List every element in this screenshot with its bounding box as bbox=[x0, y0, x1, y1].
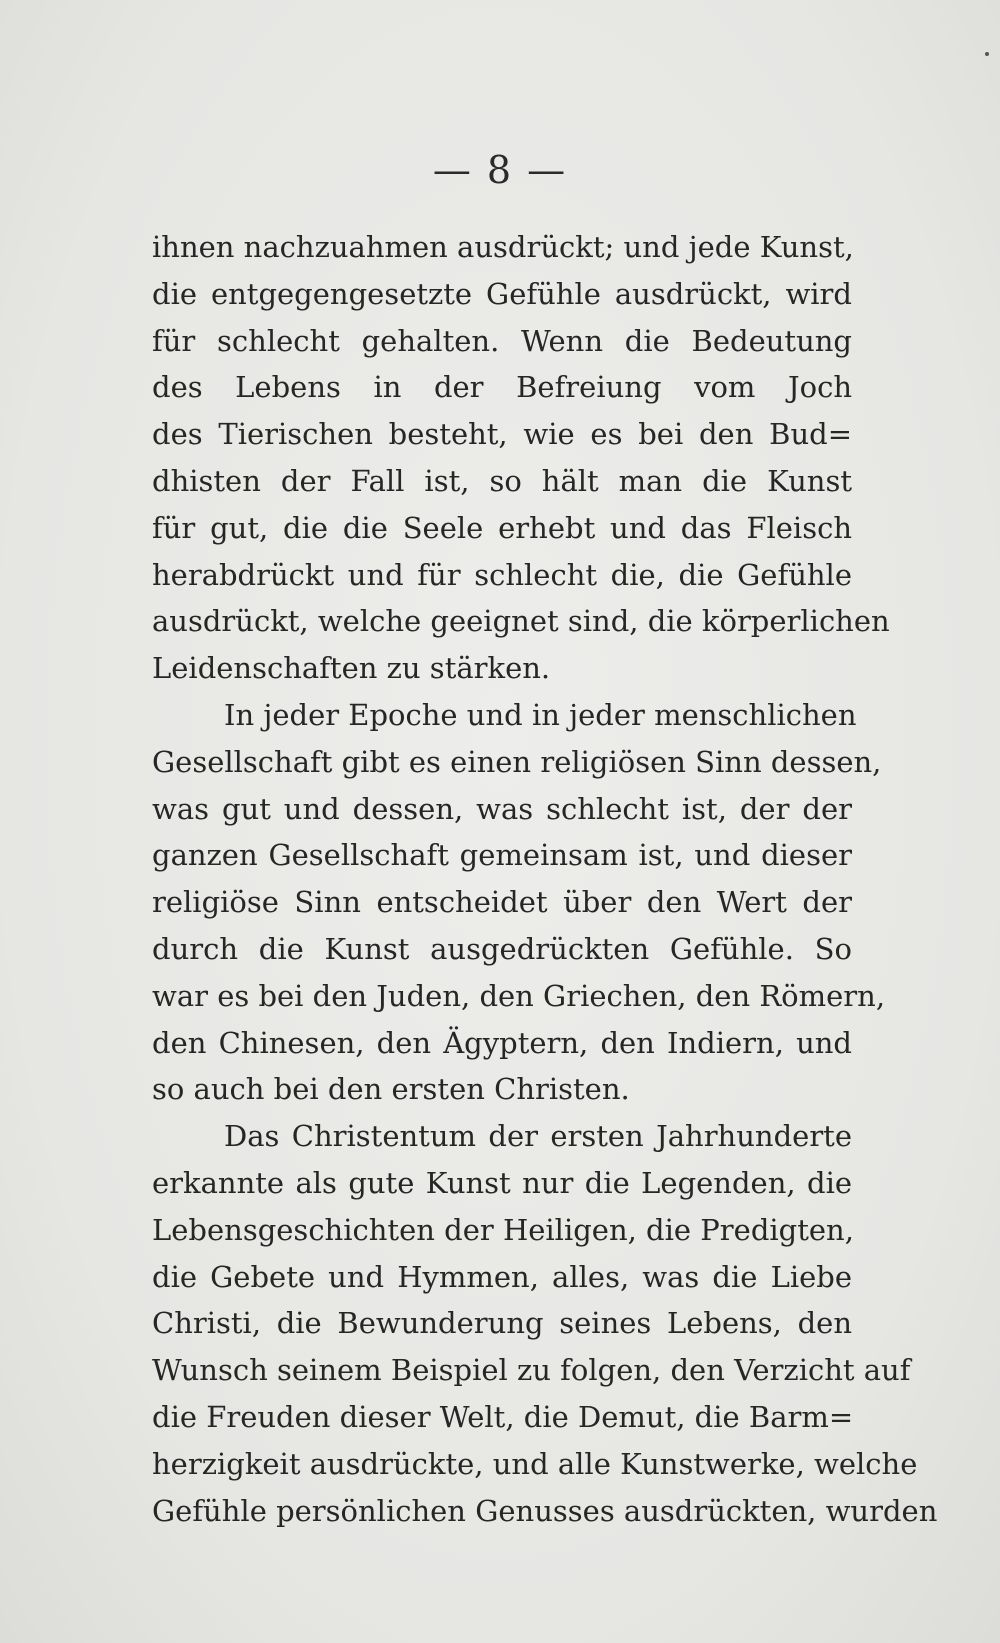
text-line: des Lebens in der Befreiung vom Joch bbox=[152, 370, 852, 405]
paragraph-start-line: Das Christentum der ersten Jahrhunderte bbox=[224, 1119, 852, 1154]
text-line: die entgegengesetzte Gefühle ausdrückt, wird bbox=[152, 276, 852, 311]
text-line: für gut, die die Seele erhebt und das Fleisch bbox=[152, 510, 852, 545]
text-line: erkannte als gute Kunst nur die Legenden, die bbox=[152, 1165, 852, 1200]
text-line: so auch bei den ersten Christen. bbox=[152, 1072, 630, 1107]
text-line: herabdrückt und für schlecht die, die Gefühle bbox=[152, 557, 852, 592]
text-line: die Gebete und Hymmen, alles, was die Liebe bbox=[152, 1259, 852, 1294]
paragraph-start-line: In jeder Epoche und in jeder menschlichen bbox=[224, 697, 857, 732]
text-line: Gefühle persönlichen Genusses ausdrückten, wurden bbox=[152, 1493, 938, 1528]
text-line: was gut und dessen, was schlecht ist, der der bbox=[152, 791, 852, 826]
text-line: ausdrückt, welche geeignet sind, die körperlichen bbox=[152, 604, 890, 639]
text-line: Christi, die Bewunderung seines Lebens, den bbox=[152, 1306, 852, 1341]
text-line: dhisten der Fall ist, so hält man die Kunst bbox=[152, 463, 852, 498]
text-line: die Freuden dieser Welt, die Demut, die Barm= bbox=[152, 1399, 854, 1434]
text-line: religiöse Sinn entscheidet über den Wert der bbox=[152, 885, 852, 920]
text-line: Wunsch seinem Beispiel zu folgen, den Verzicht auf bbox=[152, 1353, 911, 1388]
text-line: für schlecht gehalten. Wenn die Bedeutung bbox=[152, 323, 852, 358]
text-line: Gesellschaft gibt es einen religiösen Sinn dessen, bbox=[152, 744, 882, 779]
text-line: des Tierischen besteht, wie es bei den Bud= bbox=[152, 417, 852, 452]
text-line: herzigkeit ausdrückte, und alle Kunstwerke, welche bbox=[152, 1446, 918, 1481]
text-line: war es bei den Juden, den Griechen, den Römern, bbox=[152, 978, 886, 1013]
text-line: Leidenschaften zu stärken. bbox=[152, 651, 551, 686]
body-text bbox=[152, 224, 938, 1534]
page-number: — 8 — bbox=[432, 148, 568, 192]
text-line: durch die Kunst ausgedrückten Gefühle. So bbox=[152, 931, 852, 966]
text-line: ganzen Gesellschaft gemeinsam ist, und dieser bbox=[152, 838, 852, 873]
text-line: Lebensgeschichten der Heiligen, die Predigten, bbox=[152, 1212, 854, 1247]
text-line: den Chinesen, den Ägyptern, den Indiern, und bbox=[152, 1025, 852, 1060]
text-line: ihnen nachzuahmen ausdrückt; und jede Kunst, bbox=[152, 230, 854, 264]
paper-speck bbox=[985, 52, 989, 56]
